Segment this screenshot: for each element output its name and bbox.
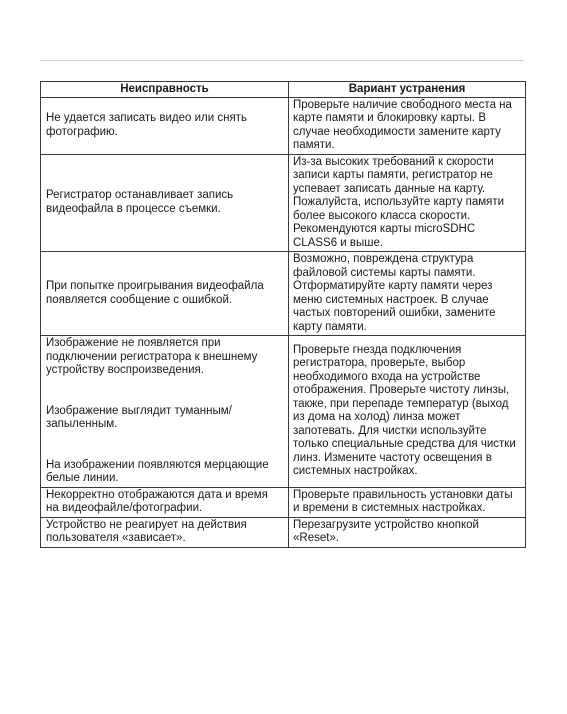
table-row bbox=[41, 487, 526, 517]
problem-text-no-image: Изображение не появляется при подключении регистратора к внешнему устройству воспроизведения. bbox=[46, 337, 258, 376]
solution-cell: Из-за высоких требований к скорости записи карты памяти, регистратор не успевает записать данные на карту. Пожалуйста, используйте карту памяти более высокого класса скорости. Рекомендуются карты microSDHC CLASS6 и выше. bbox=[289, 154, 526, 252]
solution-cell: Перезагрузите устройство кнопкой «Reset». bbox=[289, 517, 526, 547]
problem-text-foggy: Изображение выглядит туманным/запыленным. bbox=[46, 404, 232, 430]
problem-cell: Некорректно отображаются дата и время на видеофайле/фотографии. bbox=[41, 487, 289, 517]
table-row bbox=[41, 97, 526, 154]
problem-cell-multi bbox=[41, 336, 289, 488]
solution-cell: Проверьте гнезда подключения регистратора, проверьте, выбор необходимого входа на устройстве отображения. Проверьте чистоту линзы, также, при перепаде температур (выход из дома на холод) линза может запотевать. Для чистки используйте только специальные средства для чистки линз. Измените частоту освещения в системных настройках. bbox=[289, 336, 526, 488]
header-problem: Неисправность bbox=[41, 82, 289, 98]
problem-text-white-lines: На изображении появляются мерцающие белые линии. bbox=[46, 458, 269, 484]
solution-cell: Проверьте наличие свободного места на карте памяти и блокировку карты. В случае необходимости замените карту памяти. bbox=[289, 97, 526, 154]
solution-cell: Проверьте правильность установки даты и времени в системных настройках. bbox=[289, 487, 526, 517]
problem-cell: При попытке проигрывания видеофайла появляется сообщение с ошибкой. bbox=[41, 252, 289, 336]
problem-cell: Устройство не реагирует на действия пользователя «зависает». bbox=[41, 517, 289, 547]
table-row bbox=[41, 336, 526, 488]
table-row bbox=[41, 252, 526, 336]
top-divider bbox=[40, 60, 524, 61]
spacer bbox=[46, 378, 283, 405]
table-row bbox=[41, 154, 526, 252]
problem-cell: Регистратор останавливает запись видеофайла в процессе съемки. bbox=[41, 154, 289, 252]
troubleshooting-table bbox=[40, 81, 526, 548]
table-header-row bbox=[41, 82, 526, 98]
problem-cell: Не удается записать видео или снять фотографию. bbox=[41, 97, 289, 154]
header-solution: Вариант устранения bbox=[289, 82, 526, 98]
table-row bbox=[41, 517, 526, 547]
solution-cell: Возможно, повреждена структура файловой системы карты памяти. Отформатируйте карту памяти через меню системных настроек. В случае частых повторений ошибки, замените карту памяти. bbox=[289, 252, 526, 336]
spacer bbox=[46, 432, 283, 459]
